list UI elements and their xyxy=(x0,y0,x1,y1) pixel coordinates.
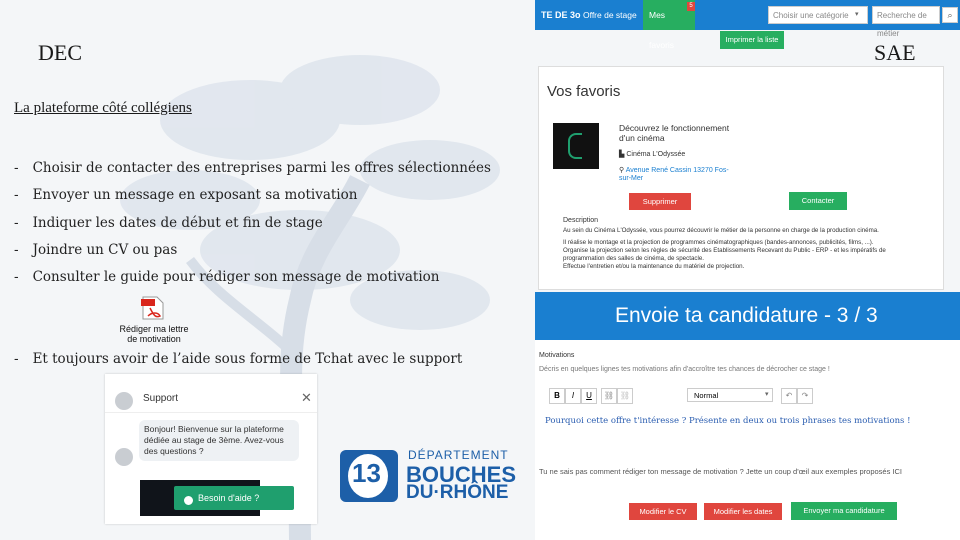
sae-title: SAE xyxy=(874,40,916,65)
search-icon[interactable]: ⌕ xyxy=(942,7,958,23)
undo-icon[interactable]: ↶ xyxy=(781,388,797,404)
help-button-area[interactable] xyxy=(140,480,260,516)
category-select[interactable]: Choisir une catégorie xyxy=(768,6,868,24)
chat-widget xyxy=(105,374,317,524)
dept-line3: DU·RHÔNE xyxy=(406,482,509,503)
candidature-panel xyxy=(535,292,960,540)
chevron-down-icon: ▾ xyxy=(765,391,769,398)
dept-logo xyxy=(338,446,528,506)
page-subtitle: La plateforme côté collégiens xyxy=(14,100,192,116)
contact-button[interactable]: Contacter xyxy=(789,192,847,210)
offer-title[interactable]: Découvrez le fonctionnement d'un cinéma xyxy=(619,123,730,143)
bullet-item: - Et toujours avoir de l’aide sous forme de Tchat avec le support xyxy=(14,351,463,367)
link-icon[interactable]: ⛓ xyxy=(601,388,617,404)
chat-bubble-icon xyxy=(182,494,195,507)
motivation-textarea[interactable]: Pourquoi cette offre t'intéresse ? Présente en deux ou trois phrases tes motivations ! xyxy=(545,416,911,426)
favorites-panel xyxy=(538,66,944,290)
tab-favorites[interactable]: Mes favoris xyxy=(643,0,695,30)
unlink-icon[interactable]: ⛓ xyxy=(617,388,633,404)
company-name: ▙ Cinéma L'Odyssée xyxy=(619,151,686,158)
motivations-hint: Décris en quelques lignes tes motivations afin d'accroître tes chances de décrocher ce stage ! xyxy=(539,366,830,373)
bullet-item: - Choisir de contacter des entreprises parmi les offres sélectionnées xyxy=(14,160,491,176)
brand[interactable]: TE DE 3o xyxy=(541,10,581,20)
dept-line2: BOUCHES xyxy=(406,462,517,487)
dec-title: DEC xyxy=(38,40,82,65)
edit-cv-button[interactable]: Modifier le CV xyxy=(629,503,697,520)
job-search-input[interactable]: Recherche de métier xyxy=(872,6,940,24)
location-icon: ⚲ xyxy=(619,167,626,174)
fav-badge: 5 xyxy=(687,2,695,11)
candidature-banner: Envoie ta candidature - 3 / 3 xyxy=(535,292,960,340)
tab-offers[interactable]: Offre de stage xyxy=(583,10,637,20)
chat-header: Support xyxy=(143,393,179,404)
motivations-label: Motivations xyxy=(539,352,575,359)
bullet-item: - Envoyer un message en exposant sa motivation xyxy=(14,187,358,203)
building-icon: ▙ xyxy=(619,151,627,158)
support-avatar xyxy=(115,392,133,410)
redo-icon[interactable]: ↷ xyxy=(797,388,813,404)
format-select[interactable]: Normal xyxy=(687,388,773,402)
offer-address[interactable]: ⚲ Avenue René Cassin 13270 Fos- sur-Mer xyxy=(619,167,729,182)
edit-dates-button[interactable]: Modifier les dates xyxy=(704,503,782,520)
print-list-button[interactable]: Imprimer la liste xyxy=(720,31,784,49)
description-text: Au sein du Cinéma L'Odyssée, vous pourrez découvrir le métier de la personne en charge de la production cinéma. Il réalise le montage et la projection de programmes cinématographiques (bandes-annonces, publicités, films, ...). Organise la projection selon les règles de sécurité des Etablissements Recevant du Public - ERP - et les impératifs de programmation des salles de cinéma, de spectacle. Effectue l'entretien et/ou la maintenance du matériel de projection. xyxy=(563,227,886,270)
favorites-title: Vos favoris xyxy=(547,83,621,100)
send-candidature-button[interactable]: Envoyer ma candidature xyxy=(791,502,897,520)
chevron-down-icon: ▾ xyxy=(855,11,859,18)
bullet-item: - Joindre un CV ou pas xyxy=(14,242,178,258)
delete-favorite-button[interactable]: Supprimer xyxy=(629,193,691,210)
bullet-item: - Consulter le guide pour rédiger son message de motivation xyxy=(14,269,440,285)
dept-emblem: 13 xyxy=(340,450,398,502)
italic-button[interactable]: I xyxy=(565,388,581,404)
chat-message: Bonjour! Bienvenue sur la plateforme dédiée au stage de 3ème. Avez-vous des questions ? xyxy=(139,420,299,461)
description-label: Description xyxy=(563,217,599,224)
help-guide-text[interactable]: Tu ne sais pas comment rédiger ton message de motivation ? Jette un coup d'œil aux exemples proposés ICI xyxy=(539,467,903,476)
bold-button[interactable]: B xyxy=(549,388,565,404)
offer-thumbnail xyxy=(553,123,599,169)
bullet-item: - Indiquer les dates de début et fin de stage xyxy=(14,215,323,231)
pdf-icon[interactable] xyxy=(140,296,166,320)
underline-button[interactable]: U xyxy=(581,388,597,404)
close-icon[interactable]: ✕ xyxy=(301,390,312,405)
help-button[interactable]: Besoin d'aide ? xyxy=(174,486,294,510)
pdf-label[interactable]: Rédiger ma lettre de motivation xyxy=(119,324,189,344)
dept-line1: DÉPARTEMENT xyxy=(408,448,509,462)
editor-toolbar xyxy=(545,386,955,408)
support-avatar xyxy=(115,448,133,466)
